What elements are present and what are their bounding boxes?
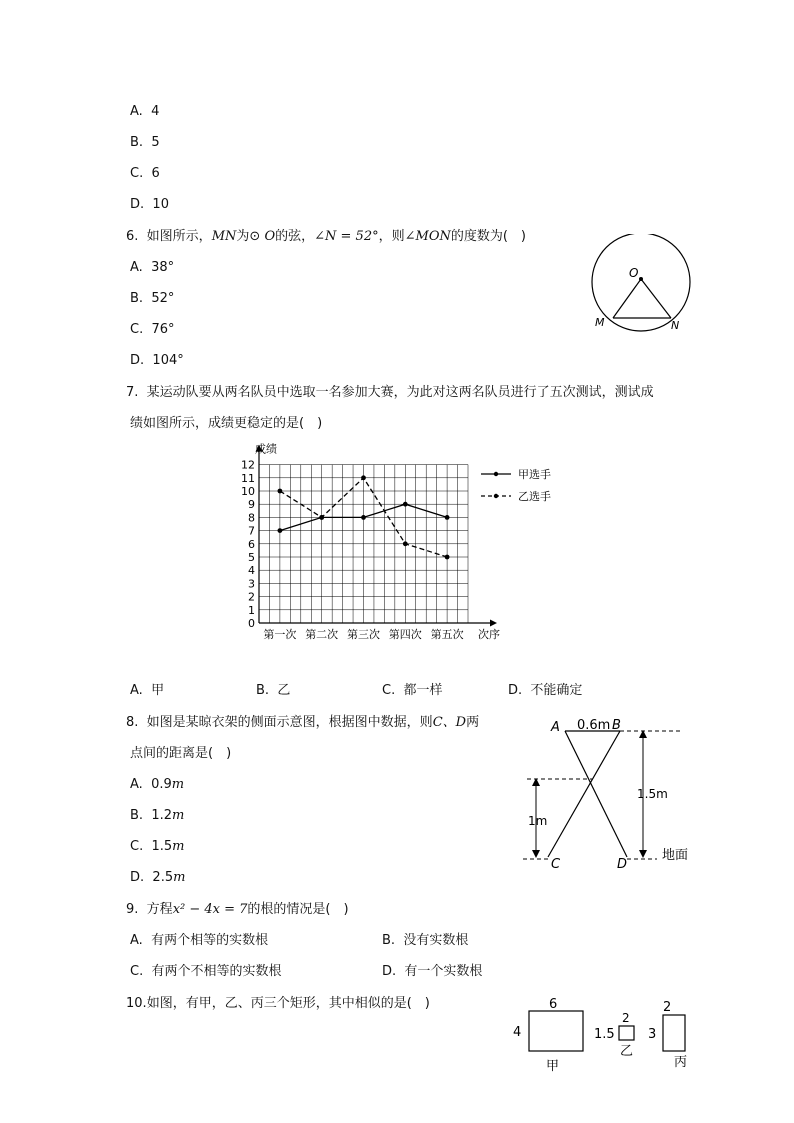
q7-option-a: A. 甲 [130, 683, 165, 698]
leg-ad [565, 731, 627, 857]
label-a: A [551, 720, 560, 735]
q7-score-chart [225, 440, 565, 645]
y-tick-label: 7 [248, 524, 255, 538]
center-point [639, 277, 643, 281]
y-tick-label: 3 [248, 577, 255, 591]
series-1-point [445, 515, 450, 520]
q8-option-b: B. 1.2m [130, 808, 185, 823]
q5-option-b: B. 5 [130, 135, 160, 150]
q8-option-d: D. 2.5m [130, 870, 186, 885]
q10-rectangles-figure [505, 993, 705, 1078]
radius-om [613, 279, 641, 318]
q5-option-c: C. 6 [130, 166, 160, 181]
radius-on [641, 279, 671, 318]
y-tick-label: 11 [241, 471, 255, 485]
q9-option-d: D. 有一个实数根 [382, 964, 483, 979]
q7-stem-line2: 绩如图所示，成绩更稳定的是( ) [130, 416, 323, 431]
y-tick-label: 12 [241, 458, 255, 472]
x-tick-label: 第二次 [305, 628, 339, 641]
q9-option-b: B. 没有实数根 [382, 933, 469, 948]
y-tick-label: 2 [248, 590, 255, 604]
label-b: B [612, 718, 621, 733]
q6-option-c: C. 76° [130, 322, 175, 337]
yi-width: 2 [622, 1011, 630, 1025]
label-d: D [617, 857, 628, 872]
q6-option-a: A. 38° [130, 260, 175, 275]
legend-marker-1 [494, 472, 498, 476]
y-tick-label: 0 [248, 617, 255, 630]
x-axis-arrow [490, 620, 497, 627]
series-2-point [445, 555, 450, 560]
label-m: M [595, 316, 605, 329]
yi-height: 1.5 [594, 1027, 615, 1042]
bing-width: 2 [663, 1000, 672, 1015]
q8-rack-figure [515, 712, 705, 877]
y-tick-label: 6 [248, 537, 255, 551]
q8-stem-line2: 点间的距离是( ) [130, 746, 232, 761]
q8-option-a: A. 0.9m [130, 777, 185, 792]
yi-name: 乙 [620, 1044, 634, 1059]
x-tick-label: 第三次 [347, 628, 380, 641]
q7-stem-line1: 7. 某运动队要从两名队员中选取一名参加大赛，为此对这两名队员进行了五次测试，测试成 [126, 385, 654, 400]
q7-option-c: C. 都一样 [382, 683, 443, 698]
q10-stem: 10.如图，有甲，乙、丙三个矩形，其中相似的是( ) [126, 996, 430, 1011]
label-n: N [671, 319, 680, 332]
series-2-point [278, 489, 283, 494]
circle-o [592, 234, 690, 331]
y-tick-label: 10 [241, 485, 255, 498]
y-axis-label: 成绩 [255, 442, 277, 456]
series-2-point [319, 515, 324, 520]
label-ab-length: 0.6m [577, 718, 611, 733]
y-tick-label: 8 [248, 511, 255, 525]
q5-option-a: A. 4 [130, 104, 160, 119]
label-c: C [551, 857, 561, 872]
y-tick-label: 5 [248, 551, 255, 564]
series-2-point [403, 541, 408, 546]
rect-yi [619, 1026, 634, 1040]
jia-width: 6 [549, 997, 558, 1012]
legend-label-2: 乙选手 [518, 490, 551, 503]
q8-stem-line1: 8. 如图是某晾衣架的侧面示意图，根据图中数据，则C、D两 [126, 715, 480, 730]
series-2-point [361, 475, 366, 480]
x-axis-label: 次序 [478, 628, 500, 641]
rect-jia [529, 1011, 583, 1051]
label-height-cross: 1m [528, 814, 548, 828]
x-tick-label: 第一次 [263, 628, 297, 641]
q5-option-d: D. 10 [130, 197, 169, 212]
bing-name: 丙 [674, 1055, 688, 1070]
label-ground: 地面 [662, 848, 689, 863]
q7-option-b: B. 乙 [256, 683, 291, 698]
q6-stem: 6. 如图所示，MN为⊙ O的弦，∠N = 52°，则∠MON的度数为( ) [126, 229, 527, 244]
q9-stem: 9. 方程x² − 4x = 7的根的情况是( ) [126, 902, 349, 917]
q7-option-d: D. 不能确定 [508, 683, 583, 698]
jia-height: 4 [513, 1025, 522, 1040]
y-tick-label: 4 [248, 564, 255, 578]
rect-bing [663, 1015, 685, 1051]
q6-option-d: D. 104° [130, 353, 184, 368]
label-height-total: 1.5m [637, 787, 668, 801]
series-1-point [403, 502, 408, 507]
series-1-point [278, 528, 283, 533]
y-tick-label: 1 [248, 603, 255, 617]
jia-name: 甲 [546, 1059, 560, 1074]
q9-option-a: A. 有两个相等的实数根 [130, 933, 269, 948]
leg-bc [548, 731, 620, 857]
legend-marker-2 [494, 494, 498, 498]
x-tick-label: 第五次 [430, 628, 464, 641]
x-tick-label: 第四次 [388, 628, 422, 641]
q9-option-c: C. 有两个不相等的实数根 [130, 964, 282, 979]
bing-height: 3 [648, 1027, 657, 1042]
q8-option-c: C. 1.5m [130, 839, 185, 854]
label-o: O [629, 266, 639, 280]
q6-circle-figure [585, 234, 700, 339]
q6-option-b: B. 52° [130, 291, 175, 306]
y-tick-label: 9 [248, 498, 255, 512]
legend-label-1: 甲选手 [518, 468, 551, 481]
series-1-point [361, 515, 366, 520]
